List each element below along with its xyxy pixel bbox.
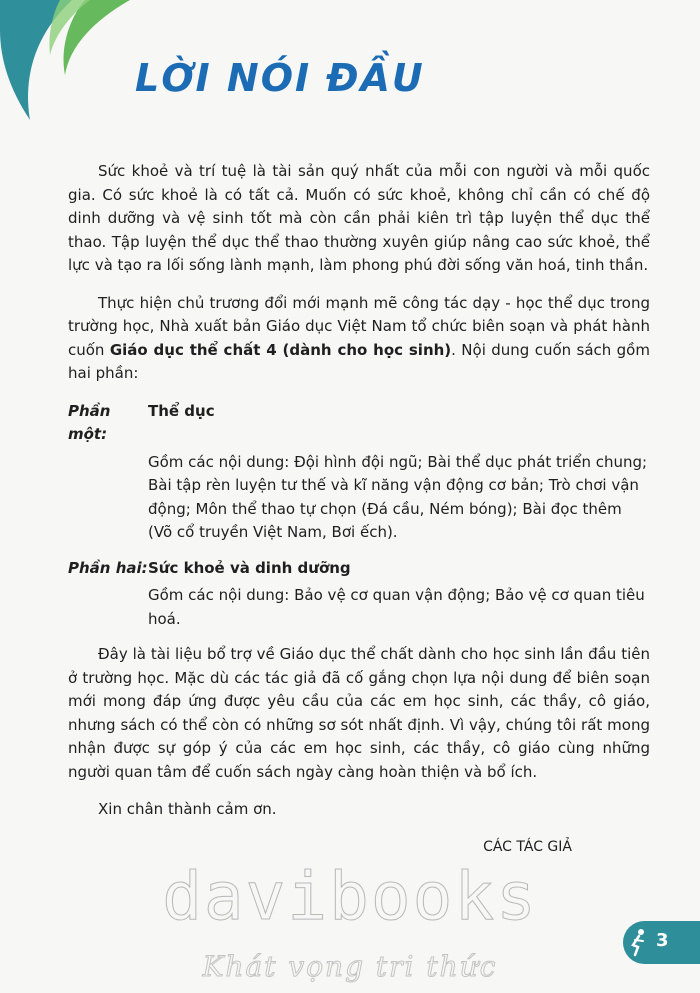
page-number: 3: [656, 930, 669, 951]
paragraph-2-text-end: . Nội dung cuốn sách gồm hai phần:: [68, 340, 650, 382]
page-title: LỜI NÓI ĐẦU: [135, 56, 425, 100]
part-two-label: Phần hai:: [68, 558, 148, 577]
part-two-description: Gồm các nội dung: Bảo vệ cơ quan vận động; Bảo vệ cơ quan tiêu hoá.: [148, 586, 645, 628]
part-one-heading: [68, 400, 650, 447]
page-number-tab: [623, 921, 700, 964]
paragraph-2-text-start: Thực hiện chủ trương đổi mới mạnh mẽ công tác dạy - học thể dục trong trường học, Nhà xuất bản Giáo dục Việt Nam tổ chức biên soạn và phát hành cuốn: [68, 293, 650, 359]
watermark-brand: davibooks: [162, 858, 538, 935]
signature: CÁC TÁC GIẢ: [483, 838, 572, 855]
paragraph-1: Sức khoẻ và trí tuệ là tài sản quý nhất của mỗi con người và mỗi quốc gia. Có sức khoẻ là có tất cả. Muốn có sức khoẻ, không chỉ cần có chế độ dinh dưỡng và vệ sinh tốt mà còn cần phải kiên trì tập luyện thể dục thể thao. Tập luyện thể dục thể thao thường xuyên giúp nâng cao sức khoẻ, thể lực và tạo ra lối sống lành mạnh, làm phong phú đời sống văn hoá, tinh thần.: [68, 162, 650, 274]
paragraph-3: Đây là tài liệu bổ trợ về Giáo dục thể chất dành cho học sinh lần đầu tiên ở trường học. Mặc dù các tác giả đã cố gắng chọn lựa nội dung để biên soạn mới mong đáp ứng được yêu cầu của các em học sinh, các thầy, cô giáo, nhưng sách có thể còn có những sơ sót nhất định. Vì vậy, chúng tôi rất mong nhận được sự góp ý của các em học sinh, các thầy, cô giáo cùng những người quan tâm để cuốn sách ngày càng hoàn thiện và bổ ích.: [68, 645, 650, 781]
part-one-description: Gồm các nội dung: Đội hình đội ngũ; Bài thể dục phát triển chung; Bài tập rèn luyện tư thế và kĩ năng vận động cơ bản; Trò chơi vận động; Môn thể thao tự chọn (Đá cầu, Ném bóng); Bài đọc thêm (Võ cổ truyền Việt Nam, Bơi ếch).: [148, 452, 648, 541]
thanks-line: Xin chân thành cảm ơn.: [98, 800, 277, 818]
part-two-heading: [68, 557, 650, 581]
book-title: Giáo dục thể chất 4 (dành cho học sinh): [109, 340, 452, 359]
paragraph-2: [68, 292, 650, 386]
part-one-title: Thể dục: [148, 401, 215, 420]
preface-body: [68, 160, 650, 859]
running-figure-icon: [627, 927, 649, 957]
watermark-slogan: Khát vọng tri thức: [202, 950, 498, 983]
part-one-label: Phần một:: [68, 401, 111, 443]
part-two-title: Sức khoẻ và dinh dưỡng: [148, 558, 351, 577]
